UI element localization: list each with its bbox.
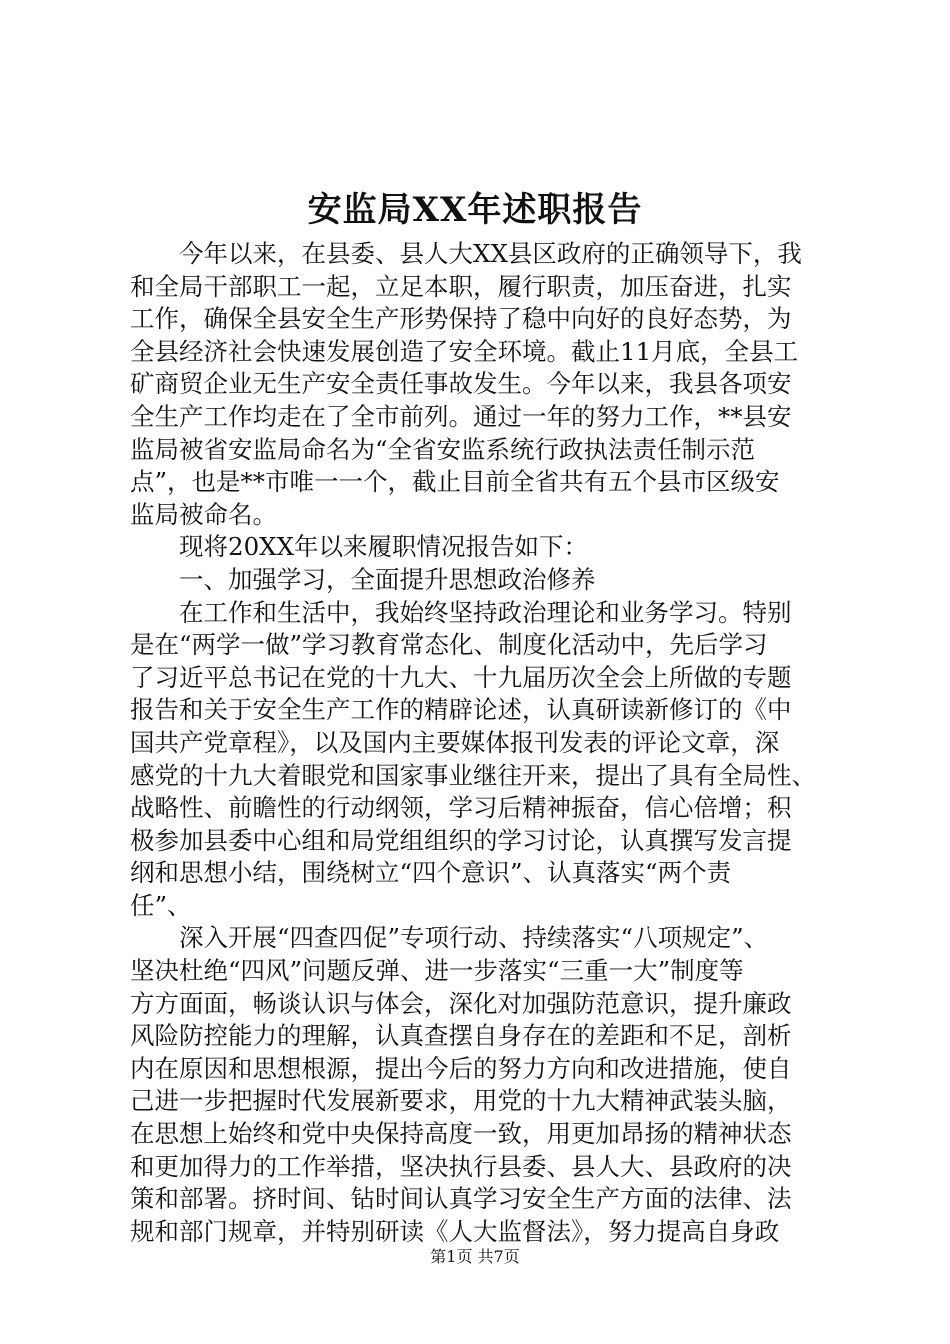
text-line: 全生产工作均走在了全市前列。通过一年的努力工作，**县安 (130, 401, 792, 431)
text-line: 坚决杜绝“四风”问题反弹、进一步落实“三重一大”制度等 (130, 956, 744, 986)
text-line: 矿商贸企业无生产安全责任事故发生。今年以来，我县各项安 (130, 369, 792, 399)
text-line: 和更加得力的工作举措，坚决执行县委、县人大、县政府的决 (130, 1151, 792, 1181)
text-line: 策和部署。挤时间、钻时间认真学习安全生产方面的法律、法 (130, 1184, 792, 1214)
text-line: 深入开展“四查四促”专项行动、持续落实“八项规定”、 (130, 923, 769, 953)
text-line: 纲和思想小结，围绕树立“四个意识”、认真落实“两个责 (130, 858, 732, 888)
text-line: 在工作和生活中，我始终坚持政治理论和业务学习。特别 (130, 597, 792, 627)
text-line: 和全局干部职工一起，立足本职，履行职责，加压奋进，扎实 (130, 271, 792, 301)
text-line: 是在“两学一做”学习教育常态化、制度化活动中，先后学习 (130, 630, 768, 660)
document-body (130, 238, 830, 1248)
text-line: 点”，也是**市唯一一个，截止目前全省共有五个县市区级安 (130, 467, 780, 497)
text-line: 己进一步把握时代发展新要求，用党的十九大精神武装头脑， (130, 1086, 792, 1116)
text-line: 国共产党章程》，以及国内主要媒体报刊发表的评论文章，深 (130, 727, 780, 757)
text-line: 战略性、前瞻性的行动纲领，学习后精神振奋，信心倍增；积 (130, 793, 792, 823)
text-line: 极参加县委中心组和局党组组织的学习讨论，认真撰写发言提 (130, 825, 792, 855)
text-line: 方方面面，畅谈认识与体会，深化对加强防范意识，提升廉政 (130, 988, 792, 1018)
text-line: 现将20XX年以来履职情况报告如下： (130, 532, 589, 562)
text-line: 规和部门规章，并特别研读《人大监督法》，努力提高自身政 (130, 1216, 780, 1246)
text-line: 了习近平总书记在党的十九大、十九届历次全会上所做的专题 (130, 662, 792, 692)
text-line: 今年以来，在县委、县人大XX县区政府的正确领导下，我 (130, 239, 802, 268)
text-line: 全县经济社会快速发展创造了安全环境。截止11月底，全县工 (130, 336, 799, 366)
page-footer: 第1页 共7页 (430, 1247, 520, 1266)
text-line: 报告和关于安全生产工作的精辟论述，认真研读新修订的《中 (130, 695, 792, 725)
text-line: 内在原因和思想根源，提出今后的努力方向和改进措施，使自 (130, 1053, 792, 1083)
text-line: 监局被命名。 (130, 499, 277, 529)
text-line: 监局被省安监局命名为“全省安监系统行政执法责任制示范 (130, 434, 756, 464)
text-line: 任”、 (130, 890, 192, 920)
text-line: 感党的十九大着眼党和国家事业继往开来，提出了具有全局性、 (130, 760, 816, 790)
text-line: 在思想上始终和党中央保持高度一致，用更加昂扬的精神状态 (130, 1119, 792, 1149)
section-heading: 一、加强学习，全面提升思想政治修养 (130, 564, 596, 594)
document-title: 安监局XX年述职报告 (307, 190, 643, 230)
text-line: 风险防控能力的理解，认真查摆自身存在的差距和不足，剖析 (130, 1021, 792, 1051)
text-line: 工作，确保全县安全生产形势保持了稳中向好的良好态势，为 (130, 304, 792, 334)
